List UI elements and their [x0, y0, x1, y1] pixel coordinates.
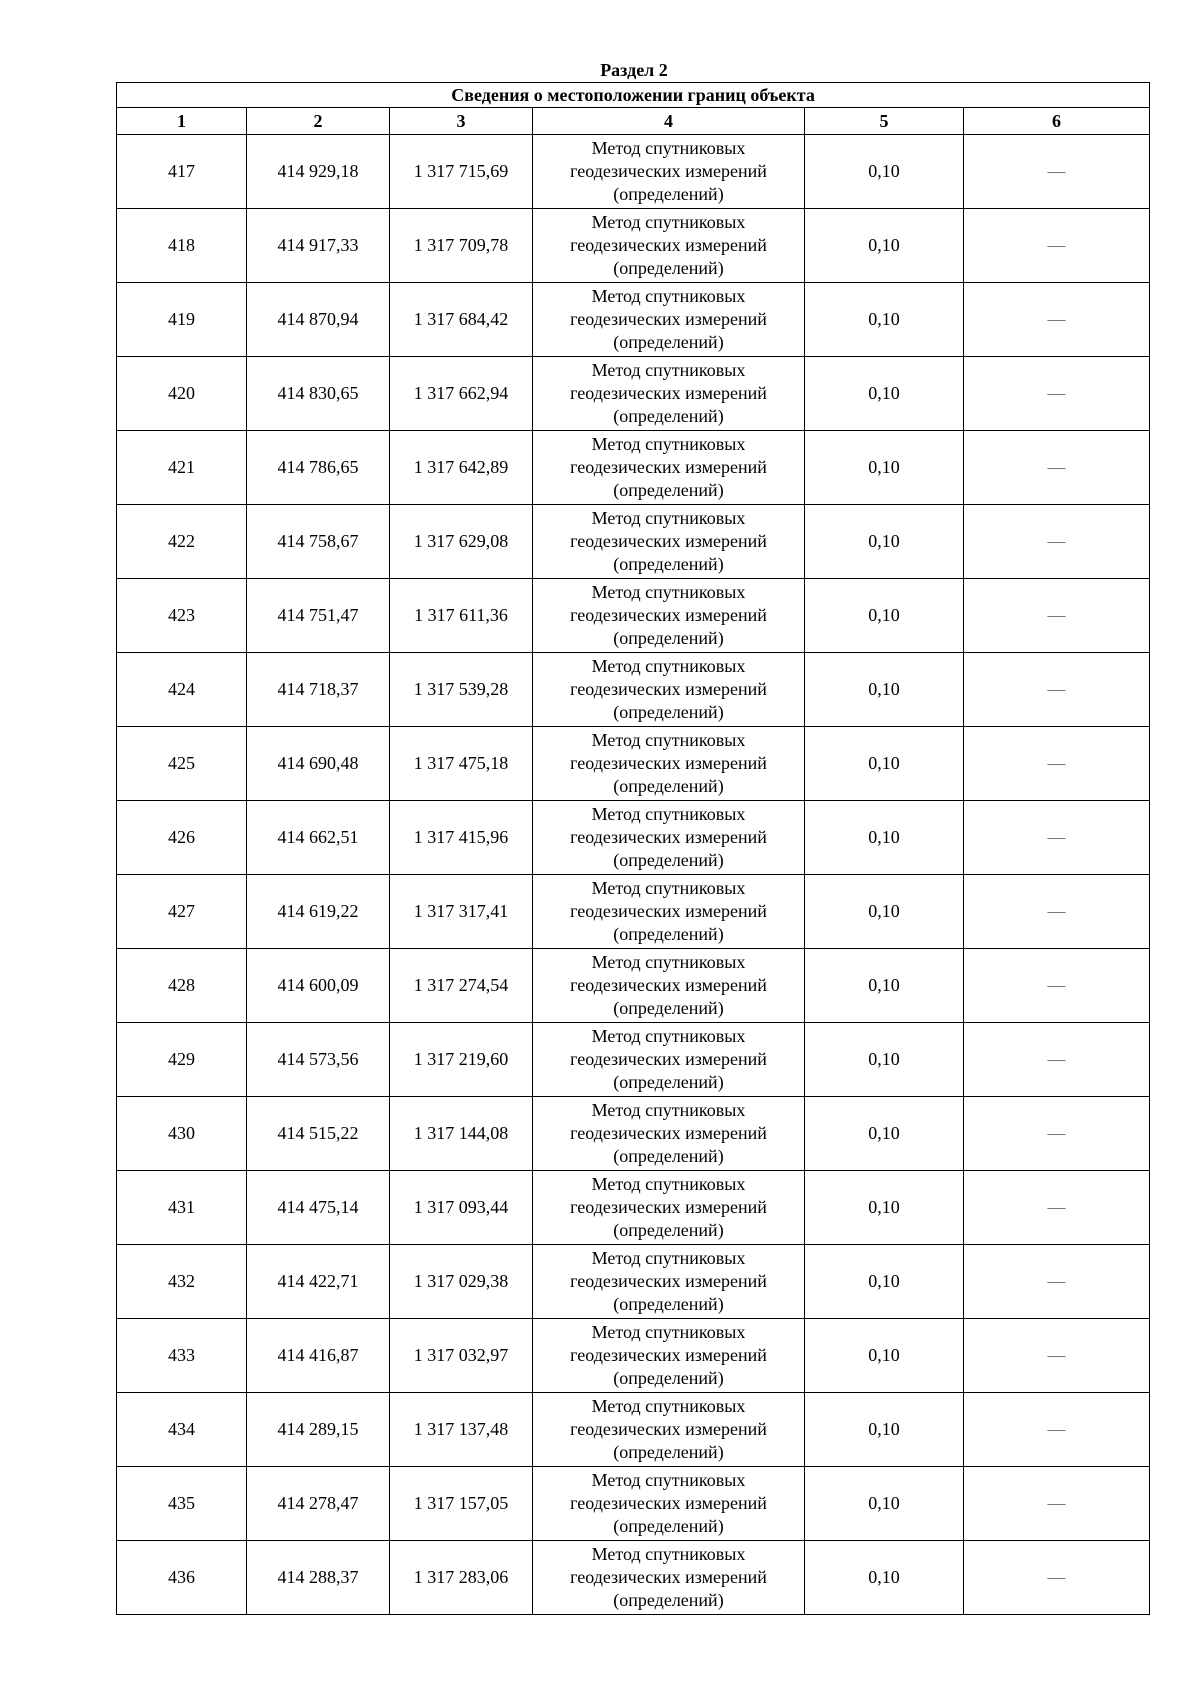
accuracy-cell: 0,10: [805, 1023, 964, 1097]
method-cell: [533, 653, 805, 727]
column-header-6: 6: [964, 108, 1150, 135]
point-number-cell: 434: [117, 1393, 247, 1467]
method-cell: [533, 1393, 805, 1467]
method-line: (определений): [613, 1590, 724, 1610]
x-coordinate-cell: 414 619,22: [247, 875, 390, 949]
y-coordinate-cell: 1 317 137,48: [390, 1393, 533, 1467]
point-number-cell: 436: [117, 1541, 247, 1615]
method-line: Метод спутниковых: [591, 582, 746, 602]
method-cell: [533, 135, 805, 209]
y-coordinate-cell: 1 317 709,78: [390, 209, 533, 283]
description-cell: —: [964, 1467, 1150, 1541]
accuracy-cell: 0,10: [805, 431, 964, 505]
table-row: [117, 357, 1150, 431]
x-coordinate-cell: 414 786,65: [247, 431, 390, 505]
description-cell: —: [964, 209, 1150, 283]
table-row: [117, 1319, 1150, 1393]
y-coordinate-cell: 1 317 611,36: [390, 579, 533, 653]
table-row: [117, 431, 1150, 505]
accuracy-cell: 0,10: [805, 1171, 964, 1245]
point-number-cell: 426: [117, 801, 247, 875]
accuracy-cell: 0,10: [805, 283, 964, 357]
description-cell: —: [964, 1541, 1150, 1615]
x-coordinate-cell: 414 278,47: [247, 1467, 390, 1541]
column-header-2: 2: [247, 108, 390, 135]
method-line: (определений): [613, 702, 724, 722]
method-line: Метод спутниковых: [591, 952, 746, 972]
method-line: (определений): [613, 628, 724, 648]
point-number-cell: 432: [117, 1245, 247, 1319]
accuracy-cell: 0,10: [805, 1245, 964, 1319]
boundary-coordinates-table: [116, 82, 1150, 1615]
x-coordinate-cell: 414 416,87: [247, 1319, 390, 1393]
method-line: Метод спутниковых: [591, 1322, 746, 1342]
y-coordinate-cell: 1 317 274,54: [390, 949, 533, 1023]
description-cell: —: [964, 1393, 1150, 1467]
y-coordinate-cell: 1 317 684,42: [390, 283, 533, 357]
table-row: [117, 875, 1150, 949]
accuracy-cell: 0,10: [805, 949, 964, 1023]
description-cell: —: [964, 949, 1150, 1023]
table-row: [117, 1097, 1150, 1171]
x-coordinate-cell: 414 662,51: [247, 801, 390, 875]
description-cell: —: [964, 283, 1150, 357]
column-header-4: 4: [533, 108, 805, 135]
point-number-cell: 421: [117, 431, 247, 505]
method-line: Метод спутниковых: [591, 360, 746, 380]
method-line: (определений): [613, 258, 724, 278]
description-cell: —: [964, 653, 1150, 727]
method-cell: [533, 1467, 805, 1541]
method-line: (определений): [613, 406, 724, 426]
method-line: (определений): [613, 480, 724, 500]
description-cell: —: [964, 431, 1150, 505]
table-row: [117, 653, 1150, 727]
method-line: геодезических измерений: [570, 679, 767, 699]
table-row: [117, 1393, 1150, 1467]
y-coordinate-cell: 1 317 157,05: [390, 1467, 533, 1541]
description-cell: —: [964, 1023, 1150, 1097]
method-line: геодезических измерений: [570, 1123, 767, 1143]
method-cell: [533, 209, 805, 283]
x-coordinate-cell: 414 830,65: [247, 357, 390, 431]
method-cell: [533, 505, 805, 579]
method-line: Метод спутниковых: [591, 1174, 746, 1194]
point-number-cell: 425: [117, 727, 247, 801]
x-coordinate-cell: 414 515,22: [247, 1097, 390, 1171]
method-line: геодезических измерений: [570, 1049, 767, 1069]
x-coordinate-cell: 414 917,33: [247, 209, 390, 283]
method-line: Метод спутниковых: [591, 434, 746, 454]
method-cell: [533, 1023, 805, 1097]
method-line: (определений): [613, 332, 724, 352]
x-coordinate-cell: 414 475,14: [247, 1171, 390, 1245]
x-coordinate-cell: 414 929,18: [247, 135, 390, 209]
accuracy-cell: 0,10: [805, 209, 964, 283]
method-cell: [533, 801, 805, 875]
point-number-cell: 418: [117, 209, 247, 283]
method-cell: [533, 579, 805, 653]
accuracy-cell: 0,10: [805, 505, 964, 579]
method-cell: [533, 875, 805, 949]
point-number-cell: 420: [117, 357, 247, 431]
section-title: Раздел 2: [600, 60, 668, 80]
point-number-cell: 429: [117, 1023, 247, 1097]
method-line: геодезических измерений: [570, 235, 767, 255]
table-row: [117, 1171, 1150, 1245]
table-row: [117, 505, 1150, 579]
table-row: [117, 801, 1150, 875]
table-row: [117, 135, 1150, 209]
method-line: Метод спутниковых: [591, 1544, 746, 1564]
method-cell: [533, 1171, 805, 1245]
description-cell: —: [964, 135, 1150, 209]
description-cell: —: [964, 727, 1150, 801]
x-coordinate-cell: 414 289,15: [247, 1393, 390, 1467]
method-line: Метод спутниковых: [591, 138, 746, 158]
method-line: (определений): [613, 184, 724, 204]
method-line: геодезических измерений: [570, 309, 767, 329]
point-number-cell: 424: [117, 653, 247, 727]
description-cell: —: [964, 579, 1150, 653]
accuracy-cell: 0,10: [805, 875, 964, 949]
description-cell: —: [964, 875, 1150, 949]
table-row: [117, 283, 1150, 357]
method-line: (определений): [613, 850, 724, 870]
method-line: (определений): [613, 1072, 724, 1092]
method-line: геодезических измерений: [570, 827, 767, 847]
column-header-row: [117, 108, 1150, 135]
y-coordinate-cell: 1 317 093,44: [390, 1171, 533, 1245]
method-line: (определений): [613, 776, 724, 796]
point-number-cell: 433: [117, 1319, 247, 1393]
method-line: (определений): [613, 1442, 724, 1462]
table-row: [117, 1023, 1150, 1097]
point-number-cell: 417: [117, 135, 247, 209]
y-coordinate-cell: 1 317 219,60: [390, 1023, 533, 1097]
x-coordinate-cell: 414 870,94: [247, 283, 390, 357]
point-number-cell: 430: [117, 1097, 247, 1171]
method-line: геодезических измерений: [570, 1419, 767, 1439]
method-line: геодезических измерений: [570, 1345, 767, 1365]
method-cell: [533, 1245, 805, 1319]
accuracy-cell: 0,10: [805, 135, 964, 209]
method-line: (определений): [613, 1368, 724, 1388]
method-line: Метод спутниковых: [591, 804, 746, 824]
x-coordinate-cell: 414 600,09: [247, 949, 390, 1023]
method-line: Метод спутниковых: [591, 508, 746, 528]
method-line: Метод спутниковых: [591, 656, 746, 676]
table-row: [117, 1541, 1150, 1615]
point-number-cell: 435: [117, 1467, 247, 1541]
method-line: геодезических измерений: [570, 753, 767, 773]
method-line: геодезических измерений: [570, 605, 767, 625]
table-row: [117, 579, 1150, 653]
method-line: геодезических измерений: [570, 1567, 767, 1587]
method-cell: [533, 357, 805, 431]
method-line: (определений): [613, 1220, 724, 1240]
y-coordinate-cell: 1 317 475,18: [390, 727, 533, 801]
y-coordinate-cell: 1 317 629,08: [390, 505, 533, 579]
method-line: геодезических измерений: [570, 1197, 767, 1217]
method-line: геодезических измерений: [570, 161, 767, 181]
accuracy-cell: 0,10: [805, 1319, 964, 1393]
y-coordinate-cell: 1 317 144,08: [390, 1097, 533, 1171]
y-coordinate-cell: 1 317 032,97: [390, 1319, 533, 1393]
description-cell: —: [964, 1097, 1150, 1171]
accuracy-cell: 0,10: [805, 1097, 964, 1171]
y-coordinate-cell: 1 317 715,69: [390, 135, 533, 209]
y-coordinate-cell: 1 317 283,06: [390, 1541, 533, 1615]
method-cell: [533, 1541, 805, 1615]
y-coordinate-cell: 1 317 662,94: [390, 357, 533, 431]
method-line: (определений): [613, 1146, 724, 1166]
method-cell: [533, 283, 805, 357]
x-coordinate-cell: 414 751,47: [247, 579, 390, 653]
table-row: [117, 209, 1150, 283]
column-header-1: 1: [117, 108, 247, 135]
method-cell: [533, 431, 805, 505]
x-coordinate-cell: 414 288,37: [247, 1541, 390, 1615]
description-cell: —: [964, 1245, 1150, 1319]
x-coordinate-cell: 414 758,67: [247, 505, 390, 579]
accuracy-cell: 0,10: [805, 653, 964, 727]
accuracy-cell: 0,10: [805, 1541, 964, 1615]
table-row: [117, 949, 1150, 1023]
description-cell: —: [964, 801, 1150, 875]
method-line: Метод спутниковых: [591, 878, 746, 898]
method-line: (определений): [613, 924, 724, 944]
point-number-cell: 428: [117, 949, 247, 1023]
point-number-cell: 419: [117, 283, 247, 357]
method-line: Метод спутниковых: [591, 730, 746, 750]
y-coordinate-cell: 1 317 317,41: [390, 875, 533, 949]
method-line: геодезических измерений: [570, 383, 767, 403]
method-line: Метод спутниковых: [591, 1248, 746, 1268]
method-line: (определений): [613, 1516, 724, 1536]
table-row: [117, 727, 1150, 801]
point-number-cell: 427: [117, 875, 247, 949]
x-coordinate-cell: 414 422,71: [247, 1245, 390, 1319]
description-cell: —: [964, 1319, 1150, 1393]
description-cell: —: [964, 1171, 1150, 1245]
x-coordinate-cell: 414 573,56: [247, 1023, 390, 1097]
point-number-cell: 431: [117, 1171, 247, 1245]
method-line: геодезических измерений: [570, 1493, 767, 1513]
method-line: Метод спутниковых: [591, 1470, 746, 1490]
accuracy-cell: 0,10: [805, 357, 964, 431]
y-coordinate-cell: 1 317 029,38: [390, 1245, 533, 1319]
accuracy-cell: 0,10: [805, 727, 964, 801]
column-header-3: 3: [390, 108, 533, 135]
method-line: Метод спутниковых: [591, 1026, 746, 1046]
method-line: (определений): [613, 998, 724, 1018]
description-cell: —: [964, 505, 1150, 579]
x-coordinate-cell: 414 718,37: [247, 653, 390, 727]
method-line: (определений): [613, 554, 724, 574]
y-coordinate-cell: 1 317 539,28: [390, 653, 533, 727]
method-cell: [533, 1319, 805, 1393]
method-line: геодезических измерений: [570, 531, 767, 551]
x-coordinate-cell: 414 690,48: [247, 727, 390, 801]
method-cell: [533, 1097, 805, 1171]
method-line: Метод спутниковых: [591, 286, 746, 306]
y-coordinate-cell: 1 317 415,96: [390, 801, 533, 875]
table-row: [117, 1245, 1150, 1319]
accuracy-cell: 0,10: [805, 1467, 964, 1541]
description-cell: —: [964, 357, 1150, 431]
table-caption: Сведения о местоположении границ объекта: [117, 83, 1150, 108]
accuracy-cell: 0,10: [805, 801, 964, 875]
method-cell: [533, 727, 805, 801]
method-line: геодезических измерений: [570, 457, 767, 477]
table-caption-row: [117, 83, 1150, 108]
point-number-cell: 422: [117, 505, 247, 579]
accuracy-cell: 0,10: [805, 579, 964, 653]
point-number-cell: 423: [117, 579, 247, 653]
accuracy-cell: 0,10: [805, 1393, 964, 1467]
method-line: геодезических измерений: [570, 975, 767, 995]
column-header-5: 5: [805, 108, 964, 135]
method-line: Метод спутниковых: [591, 212, 746, 232]
y-coordinate-cell: 1 317 642,89: [390, 431, 533, 505]
method-line: Метод спутниковых: [591, 1100, 746, 1120]
table-row: [117, 1467, 1150, 1541]
method-line: Метод спутниковых: [591, 1396, 746, 1416]
method-line: (определений): [613, 1294, 724, 1314]
method-cell: [533, 949, 805, 1023]
method-line: геодезических измерений: [570, 901, 767, 921]
method-line: геодезических измерений: [570, 1271, 767, 1291]
